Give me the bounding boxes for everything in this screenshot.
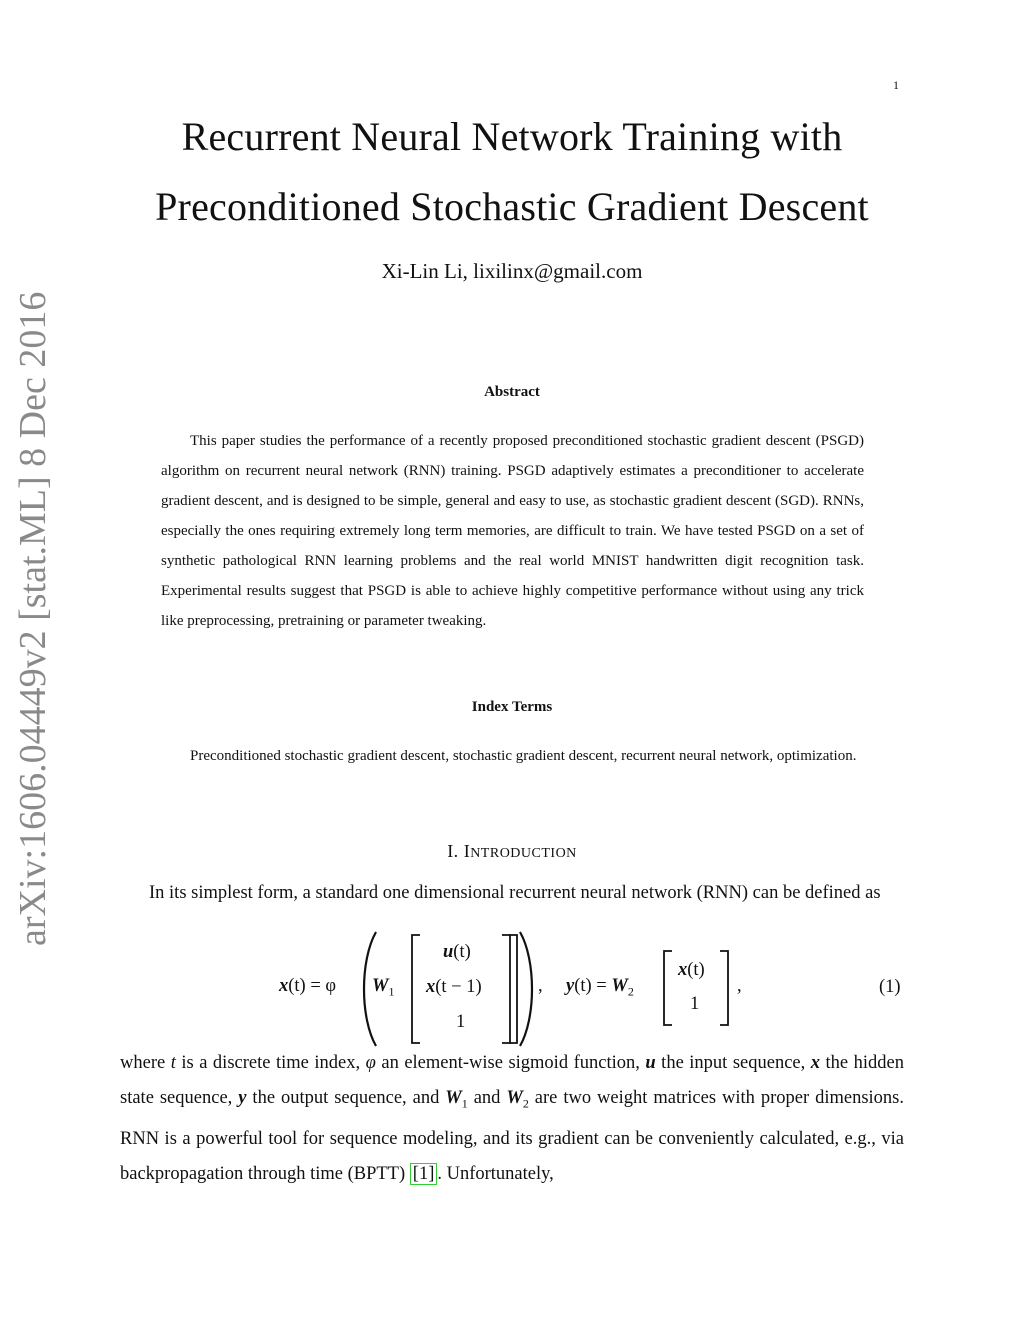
post-equation-paragraph <box>120 1046 904 1192</box>
math-w2-sub: 2 <box>522 1096 529 1111</box>
text-fragment: the hidden state sequence, <box>120 1053 904 1108</box>
equation-number: (1) <box>879 977 901 997</box>
page-number: 1 <box>893 78 899 92</box>
text-fragment: and <box>467 1088 507 1108</box>
math-w2: W <box>506 1088 523 1108</box>
section-heading-introduction <box>0 841 1024 862</box>
section-title-rest: NTRODUCTION <box>470 846 577 861</box>
eq-rhs-y: y <box>566 976 575 996</box>
left-bracket-1 <box>410 934 422 1044</box>
paper-title-line-2: Preconditioned Stochastic Gradient Descent <box>155 184 869 229</box>
paper-title-line-1: Recurrent Neural Network Training with <box>181 114 843 159</box>
eq-rhs-rest: (t) = <box>574 976 612 996</box>
eq-lhs-x: x <box>279 976 289 996</box>
text-fragment: are two weight matrices with proper dimensions. RNN is a powerful tool for sequence modeling, and its gradient can be conveniently calculated, e.g., via backpropagation through time (BPTT) <box>120 1088 904 1184</box>
math-x: x <box>810 1053 821 1073</box>
math-w1-sub: 1 <box>461 1096 468 1111</box>
vec1-row2-rest: (t − 1) <box>435 977 482 997</box>
text-fragment: where <box>120 1053 171 1073</box>
eq-comma-2: , <box>737 976 742 996</box>
index-terms-text: Preconditioned stochastic gradient descent, stochastic gradient descent, recurrent neural network, optimization. <box>190 748 857 764</box>
text-fragment: is a discrete time index, <box>175 1053 366 1073</box>
vec2-row2: 1 <box>690 994 700 1014</box>
right-bracket-2 <box>718 950 730 1026</box>
text-fragment: the input sequence, <box>655 1053 811 1073</box>
vec1-row3: 1 <box>456 1012 466 1032</box>
author-line: Xi-Lin Li, lixilinx@gmail.com <box>381 259 643 283</box>
citation-link[interactable]: [1] <box>410 1163 438 1185</box>
math-y: y <box>238 1088 247 1108</box>
vec1-row1-sym: u <box>443 942 454 962</box>
eq-lhs-rest: (t) = φ <box>288 976 337 996</box>
eq-w1: W <box>372 976 389 996</box>
math-t: t <box>170 1053 176 1073</box>
vec2-row1-sym: x <box>678 960 688 980</box>
text-fragment: the output sequence, and <box>246 1088 446 1108</box>
abstract-text: This paper studies the performance of a recently proposed preconditioned stochastic gradient descent (PSGD) algorithm on recurrent neural network (RNN) training. PSGD adaptively estimates a preconditioner to accelerate gradient descent, and is designed to be simple, general and easy to use, as stochastic gradient descent (SGD). RNNs, especially the ones requiring extremely long term memories, are difficult to train. We have tested PSGD on a set of synthetic pathological RNN learning problems and the real world MNIST handwritten digit recognition task. Experimental results suggest that PSGD is able to achieve highly competitive performance without using any trick like preprocessing, pretraining or parameter tweaking. <box>161 433 864 629</box>
eq-w2-sub: 2 <box>627 984 634 999</box>
math-w1: W <box>445 1088 462 1108</box>
big-right-paren <box>516 930 540 1048</box>
left-bracket-2 <box>662 950 674 1026</box>
section-number: I. <box>447 841 459 861</box>
arxiv-stamp: arXiv:1606.04449v2 [stat.ML] 8 Dec 2016 <box>12 291 54 946</box>
text-fragment: . Unfortunately, <box>437 1163 554 1184</box>
eq-w2: W <box>611 976 628 996</box>
vec1-row1-rest: (t) <box>453 942 471 962</box>
eq-w1-sub: 1 <box>388 984 395 999</box>
math-phi: φ <box>365 1053 376 1073</box>
equation-1 <box>0 930 1024 1050</box>
eq-comma-1: , <box>538 976 543 996</box>
abstract-heading: Abstract <box>484 384 540 400</box>
text-fragment: an element-wise sigmoid function, <box>375 1053 646 1073</box>
index-terms-heading: Index Terms <box>471 699 553 715</box>
math-u: u <box>645 1053 656 1073</box>
intro-paragraph: In its simplest form, a standard one dimensional recurrent neural network (RNN) can be defined as <box>149 883 881 903</box>
vec2-row1-rest: (t) <box>687 960 705 980</box>
section-title-initial: I <box>463 841 471 861</box>
vec1-row2-sym: x <box>426 977 436 997</box>
